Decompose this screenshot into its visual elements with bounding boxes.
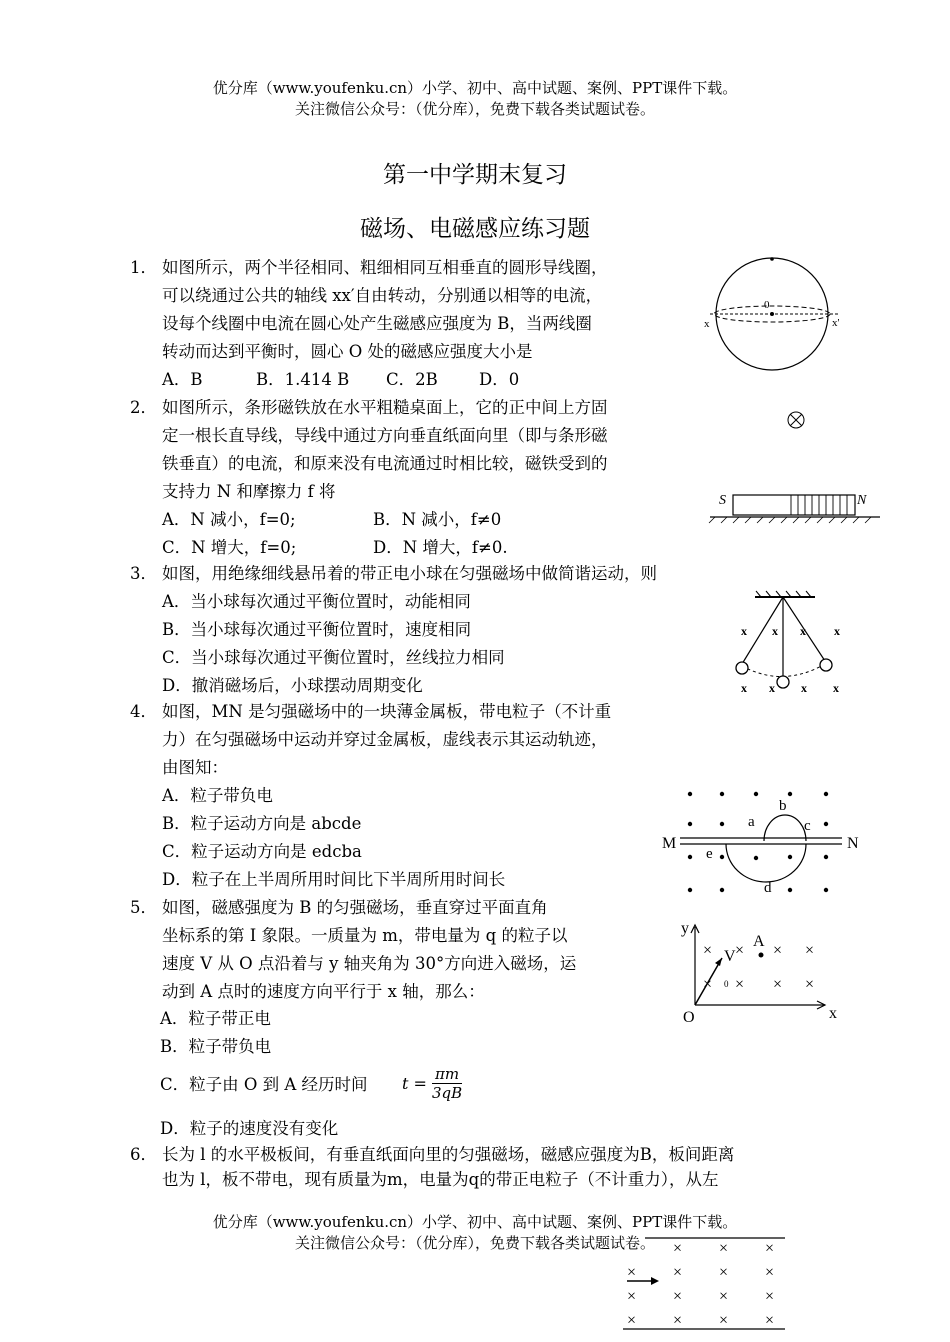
q1-line-1: 如图所示，两个半径相同、粗细相同互相垂直的圆形导线圈， (162, 258, 608, 277)
q4-fig-m: M (662, 835, 677, 852)
svg-text:×: × (627, 1264, 637, 1281)
q4-fig-b: b (779, 798, 787, 814)
q3-number: 3． (130, 564, 157, 583)
q5-fig-angle: 0 (724, 979, 729, 989)
q1-option-d: D．0 (479, 370, 520, 389)
q1-line-4: 转动而达到平衡时，圆心 O 处的磁感应强度大小是 (162, 342, 533, 361)
q1-top-dot (770, 257, 774, 261)
q1-line-2: 可以绕通过公共的轴线 xx′自由转动，分别通以相等的电流， (162, 286, 603, 305)
q2-magnet-hatching (791, 495, 847, 515)
q5-fig-a: A (753, 933, 765, 950)
q2-option-c: C．N 增大，f=0; (162, 538, 297, 557)
q3-ball-right (820, 659, 832, 671)
q2-bar-magnet (733, 495, 855, 515)
q2-line-4: 支持力 N 和摩擦力 f 将 (162, 482, 336, 501)
svg-text:×: × (735, 976, 745, 993)
q4-line-2: 力）在匀强磁场中运动并穿过金属板，虚线表示其运动轨迹， (162, 730, 608, 749)
q4-fig-d: d (764, 880, 772, 896)
svg-text:×: × (703, 976, 713, 993)
q5-formula-fraction (432, 1065, 462, 1102)
q2-line-3: 铁垂直）的电流，和原来没有电流通过时相比较，磁铁受到的 (162, 454, 608, 473)
q1-center-dot (770, 312, 774, 316)
svg-text:x: x (769, 681, 775, 695)
svg-text:×: × (735, 942, 745, 959)
svg-text:×: × (805, 976, 815, 993)
q1-line-3: 设每个线圈中电流在圆心处产生磁感应强度为 B，当两线圈 (162, 314, 592, 333)
q4-figure-metal-plate (660, 782, 870, 902)
svg-text:×: × (805, 942, 815, 959)
q5-fig-o: O (683, 1009, 695, 1026)
q5-fig-v: V (724, 948, 736, 965)
q5-option-b: B．粒子带负电 (160, 1037, 272, 1056)
q6-velocity-arrow-icon (651, 1277, 659, 1285)
q4-line-3: 由图知： (162, 758, 228, 777)
q2-fig-n: N (857, 493, 867, 508)
q2-option-a: A．N 减小，f=0; (162, 510, 296, 529)
q1-option-b: B．1.414 B (256, 370, 350, 389)
q5-formula-denominator: 3qB (432, 1084, 463, 1102)
q3-option-d: D．撤消磁场后，小球摆动周期变化 (162, 676, 423, 695)
q3-option-c: C．当小球每次通过平衡位置时，丝线拉力相同 (162, 648, 505, 667)
q4-option-c: C．粒子运动方向是 edcba (162, 842, 362, 861)
q4-option-a: A．粒子带负电 (162, 786, 273, 805)
q4-fig-e: e (706, 846, 713, 862)
q1-fig-x-left: x (704, 318, 710, 330)
q4-trajectory-lower (726, 844, 806, 882)
q5-line-3: 速度 V 从 O 点沿着与 y 轴夹角为 30°方向进入磁场，运 (162, 954, 577, 973)
q3-ball-center (777, 676, 789, 688)
q6-line-1: 长为 l 的水平极板间，有垂直纸面向里的匀强磁场，磁感应强度为B，板间距离 (162, 1145, 735, 1164)
page-subtitle: 磁场、电磁感应练习题 (360, 216, 590, 242)
q5-formula-lhs: t = (402, 1074, 427, 1093)
q5-option-d: D．粒子的速度没有变化 (160, 1119, 339, 1138)
q5-fig-x: x (829, 1005, 837, 1022)
q4-number: 4． (130, 702, 157, 721)
q1-number: 1． (130, 258, 157, 277)
svg-text:×: × (627, 1312, 637, 1329)
q2-figure-magnet (705, 405, 885, 525)
q2-line-1: 如图所示，条形磁铁放在水平粗糙桌面上，它的正中间上方固 (162, 398, 608, 417)
q5-line-4: 动到 A 点时的速度方向平行于 x 轴，那么： (162, 982, 485, 1001)
svg-text:x: x (834, 624, 840, 638)
q4-option-d: D．粒子在上半周所用时间比下半周所用时间长 (162, 870, 506, 889)
svg-text:×: × (673, 1312, 683, 1329)
svg-text:x: x (741, 681, 747, 695)
q5-fig-y: y (681, 920, 689, 937)
q6-line-2: 也为 l，板不带电，现有质量为m，电量为q的带正电粒子（不计重力），从左 (162, 1170, 719, 1189)
svg-text:x: x (801, 681, 807, 695)
svg-text:×: × (673, 1288, 683, 1305)
svg-text:×: × (673, 1264, 683, 1281)
q3-figure-pendulum (725, 588, 855, 698)
q5-option-c: C．粒子由 O 到 A 经历时间 (160, 1075, 368, 1094)
q2-number: 2． (130, 398, 157, 417)
svg-text:×: × (719, 1288, 729, 1305)
svg-text:×: × (703, 942, 713, 959)
q1-fig-x-right: x' (832, 317, 840, 329)
q4-fig-c: c (804, 818, 811, 834)
q4-fig-n: N (847, 835, 859, 852)
q2-line-2: 定一根长直导线，导线中通过方向垂直纸面向里（即与条形磁 (162, 426, 608, 445)
page-title: 第一中学期末复习 (383, 162, 567, 188)
q1-fig-o: 0 (764, 299, 770, 311)
q1-figure-coils (700, 255, 850, 375)
svg-text:×: × (765, 1240, 775, 1257)
header-line-2: 关注微信公众号：（优分库），免费下载各类试题试卷。 (294, 100, 655, 118)
svg-text:×: × (719, 1312, 729, 1329)
svg-text:×: × (765, 1264, 775, 1281)
svg-text:×: × (765, 1288, 775, 1305)
q2-option-d: D．N 增大，f≠0. (373, 538, 508, 557)
q5-number: 5． (130, 898, 157, 917)
q4-fig-a: a (748, 814, 755, 830)
q3-line-1: 如图，用绝缘细线悬吊着的带正电小球在匀强磁场中做简谐运动，则 (162, 564, 657, 583)
q3-ball-left (736, 662, 748, 674)
q5-line-1: 如图，磁感强度为 B 的匀强磁场，垂直穿过平面直角 (162, 898, 548, 917)
svg-text:×: × (719, 1264, 729, 1281)
svg-text:x: x (800, 624, 806, 638)
q5-formula (402, 1065, 462, 1102)
q4-option-b: B．粒子运动方向是 abcde (162, 814, 362, 833)
q1-option-a: A．B (162, 370, 203, 389)
q5-velocity-arrow-icon (715, 958, 722, 966)
header-line-1: 优分库（www.youfenku.cn）小学、初中、高中试题、案例、PPT课件下载。 (212, 79, 738, 97)
q5-formula-numerator: πm (432, 1065, 462, 1084)
q5-point-a (759, 953, 764, 958)
q2-fig-s: S (719, 493, 726, 508)
q6-number: 6． (130, 1145, 157, 1164)
q5-option-a: A．粒子带正电 (160, 1009, 271, 1028)
svg-text:x: x (741, 624, 747, 638)
svg-text:×: × (673, 1240, 683, 1257)
svg-text:×: × (773, 942, 783, 959)
svg-text:×: × (719, 1240, 729, 1257)
footer-line-2: 关注微信公众号：（优分库），免费下载各类试题试卷。 (294, 1234, 655, 1252)
q4-field-dots (688, 792, 828, 892)
q4-line-1: 如图，MN 是匀强磁场中的一块薄金属板，带电粒子（不计重 (162, 702, 612, 721)
svg-text:×: × (627, 1288, 637, 1305)
svg-text:×: × (765, 1312, 775, 1329)
svg-text:x: x (833, 681, 839, 695)
svg-text:x: x (772, 624, 778, 638)
q3-option-b: B．当小球每次通过平衡位置时，速度相同 (162, 620, 472, 639)
q1-option-c: C．2B (386, 370, 438, 389)
q4-trajectory-upper (764, 815, 806, 841)
q2-table-hatching (709, 517, 871, 523)
footer-line-1: 优分库（www.youfenku.cn）小学、初中、高中试题、案例、PPT课件下载。 (212, 1213, 738, 1231)
q5-figure-axes (675, 915, 845, 1030)
q3-option-a: A．当小球每次通过平衡位置时，动能相同 (162, 592, 471, 611)
q5-line-2: 坐标系的第 I 象限。一质量为 m，带电量为 q 的粒子以 (162, 926, 568, 945)
q2-option-b: B．N 减小，f≠0 (373, 510, 502, 529)
svg-text:×: × (773, 976, 783, 993)
